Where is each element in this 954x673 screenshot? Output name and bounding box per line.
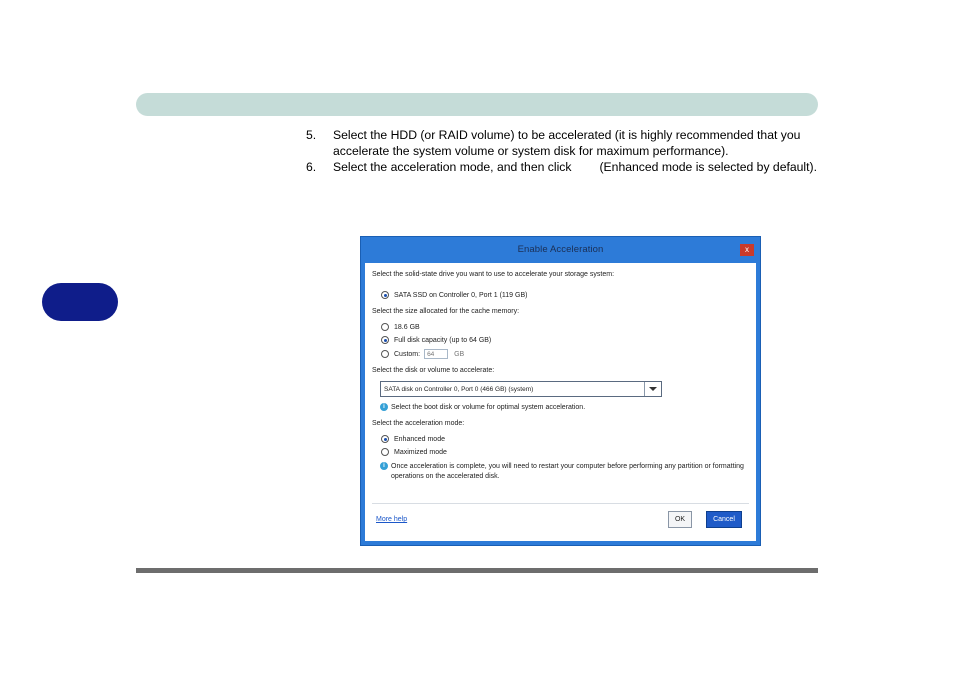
ok-button[interactable]: OK (668, 511, 692, 528)
step-5 (306, 127, 818, 159)
instruction-steps (306, 127, 818, 175)
more-help-link[interactable]: More help (376, 516, 408, 523)
disk-select[interactable] (380, 381, 662, 397)
size-option-label: 18.6 GB (394, 323, 420, 331)
close-button[interactable]: x (740, 244, 754, 256)
disk-info-text: Select the boot disk or volume for optimal system acceleration. (391, 404, 586, 411)
dialog-titlebar (361, 237, 760, 263)
size-option-custom[interactable] (381, 349, 464, 359)
size-option-label: Custom: (394, 350, 421, 358)
step-text (333, 159, 818, 175)
info-icon: i (380, 403, 388, 411)
step-text-before: Select the acceleration mode, and then click (333, 160, 572, 174)
radio-selected-icon[interactable] (381, 291, 389, 299)
ssd-section-label: Select the solid-state drive you want to use to accelerate your storage system: (372, 271, 615, 278)
page-header-bar (136, 93, 818, 116)
ssd-option-label: SATA SSD on Controller 0, Port 1 (119 GB) (394, 291, 528, 299)
step-number: 6. (306, 160, 317, 174)
radio-icon[interactable] (381, 323, 389, 331)
mode-option-maximized[interactable] (381, 448, 447, 456)
mode-info-text: Once acceleration is complete, you will need to restart your computer before performing any partition or formatting operations on the accelerated disk. (391, 463, 744, 480)
disk-section-label: Select the disk or volume to accelerate: (372, 367, 495, 374)
radio-selected-icon[interactable] (381, 435, 389, 443)
step-number: 5. (306, 128, 317, 142)
page-footer-line (136, 568, 818, 573)
mode-option-enhanced[interactable] (381, 435, 445, 443)
enable-acceleration-dialog (360, 236, 761, 546)
custom-size-unit: GB (454, 350, 465, 358)
cancel-button[interactable]: Cancel (706, 511, 742, 528)
mode-section-label: Select the acceleration mode: (372, 420, 465, 427)
chapter-tab (42, 283, 118, 321)
mode-info (380, 462, 752, 482)
step-text-after: (Enhanced mode is selected by default). (599, 160, 817, 174)
size-option-full[interactable] (381, 336, 491, 344)
size-section-label: Select the size allocated for the cache memory: (372, 308, 520, 315)
size-option-label: Full disk capacity (up to 64 GB) (394, 336, 492, 344)
info-icon: i (380, 462, 388, 470)
custom-size-input[interactable]: 64 (424, 349, 448, 359)
mode-option-label: Enhanced mode (394, 435, 445, 443)
disk-info (380, 403, 585, 413)
dialog-divider (372, 503, 749, 504)
step-text: Select the HDD (or RAID volume) to be accelerated (it is highly recommended that you accelerate the system volume or system disk for maximum performance). (333, 128, 801, 158)
dialog-title: Enable Acceleration (517, 244, 604, 255)
radio-icon[interactable] (381, 448, 389, 456)
mode-option-label: Maximized mode (394, 448, 447, 456)
size-option-18gb[interactable] (381, 323, 420, 331)
disk-select-value: SATA disk on Controller 0, Port 0 (466 GB) (system) (384, 386, 534, 393)
ssd-option[interactable] (381, 291, 527, 299)
radio-icon[interactable] (381, 350, 389, 358)
chevron-down-icon[interactable] (644, 382, 661, 396)
step-6 (306, 159, 818, 175)
radio-selected-icon[interactable] (381, 336, 389, 344)
dialog-body (365, 263, 756, 541)
